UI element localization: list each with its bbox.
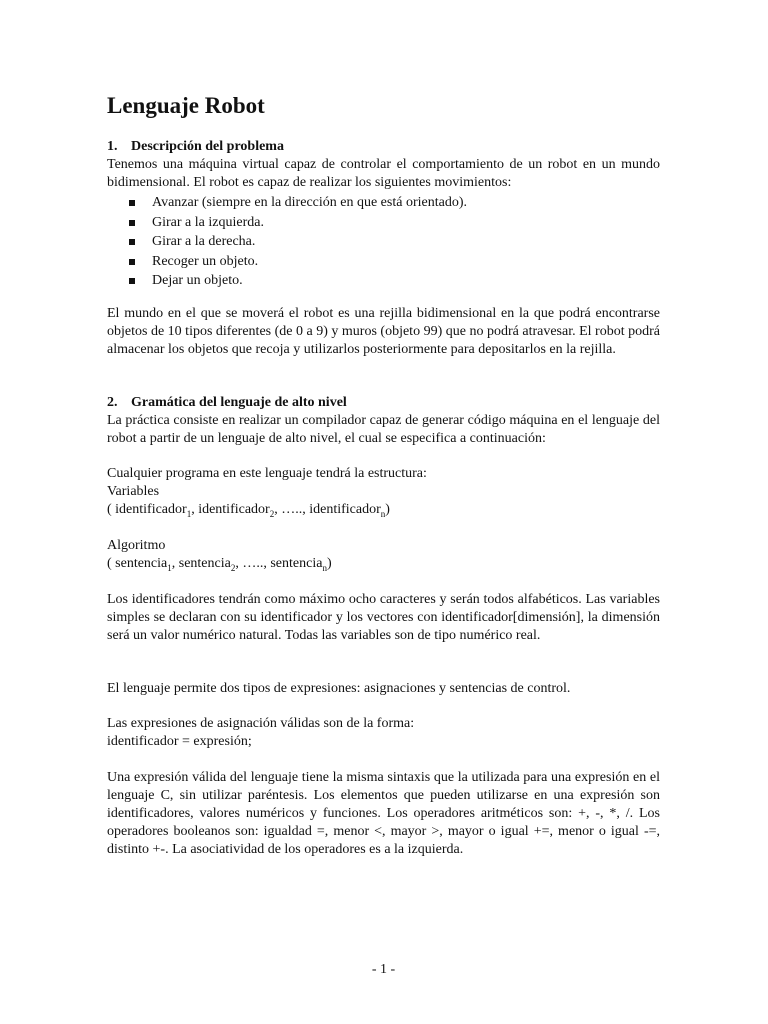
identifiers-paragraph: Los identificadores tendrán como máximo ocho caracteres y serán todos alfabéticos. Las variables simples se declaran con su identificador y los vectores con identificador[dimensión], la dimensión será un valor numérico natural. Todas las variables son de tipo numérico real.	[107, 592, 660, 643]
assignment-block	[107, 715, 660, 751]
list-item: Avanzar (siempre en la dirección en que está orientado).	[107, 193, 660, 213]
list-item: Girar a la derecha.	[107, 232, 660, 252]
bullet-icon	[129, 278, 135, 284]
section-2-title: Gramática del lenguaje de alto nivel	[131, 395, 347, 410]
algoritmo-block	[107, 537, 660, 573]
expression-paragraph: Una expresión válida del lenguaje tiene la misma sintaxis que la utilizada para una expresión en el lenguaje C, sin utilizar paréntesis. Los elementos que pueden utilizarse en una expresión son identificadores, valores numéricos y funciones. Los operadores aritméticos son: +, -, *, /. Los operadores booleanos son: igualdad =, menor <, mayor >, mayor o igual +=, menor o igual -=, distinto +-. La asociatividad de los operadores es a la izquierda.	[107, 770, 660, 857]
bullet-icon	[129, 239, 135, 245]
section-1-world-paragraph-block	[107, 305, 660, 359]
algoritmo-label: Algoritmo	[107, 538, 166, 553]
document-title: Lenguaje Robot	[107, 93, 265, 118]
expression-types-block	[107, 680, 660, 698]
page-number: - 1 -	[371, 962, 396, 977]
algoritmo-declaration: ( sentencia$_1$, sentencia$_2$, ….., sentencia$_n$)	[107, 556, 332, 573]
expression-block	[107, 769, 660, 859]
variables-label: Variables	[107, 484, 160, 499]
section-2-number: 2.	[107, 395, 118, 410]
section-2	[107, 394, 660, 448]
movements-list	[107, 193, 660, 291]
section-1-heading	[107, 138, 660, 156]
bullet-icon	[129, 259, 135, 265]
assignment-form: identificador = expresión;	[107, 734, 252, 749]
variables-declaration: ( identificador$_1$, identificador$_2$, ….., identificador$_n$)	[107, 502, 390, 519]
expression-types: El lenguaje permite dos tipos de expresiones: asignaciones y sentencias de control.	[107, 681, 571, 696]
world-paragraph: El mundo en el que se moverá el robot es una rejilla bidimensional en la que podrá encontrarse objetos de 10 tipos diferentes (de 0 a 9) y muros (objeto 99) que no podrá atravesar. El robot podrá almacenar los objetos que recoja y utilizarlos posteriormente para depositarlos en la rejilla.	[107, 306, 660, 357]
list-item: Recoger un objeto.	[107, 252, 660, 272]
section-1-number: 1.	[107, 139, 118, 154]
bullet-icon	[129, 200, 135, 206]
section-2-intro: La práctica consiste en realizar un compilador capaz de generar código máquina en el lenguaje del robot a partir de un lenguaje de alto nivel, el cual se especifica a continuación:	[107, 413, 660, 446]
section-1-title: Descripción del problema	[131, 139, 284, 154]
identifiers-block	[107, 591, 660, 645]
assignment-intro: Las expresiones de asignación válidas son de la forma:	[107, 716, 415, 731]
list-item: Girar a la izquierda.	[107, 213, 660, 233]
section-1	[107, 138, 660, 291]
structure-block	[107, 465, 660, 519]
structure-intro: Cualquier programa en este lenguaje tendrá la estructura:	[107, 466, 427, 481]
bullet-icon	[129, 220, 135, 226]
list-item: Dejar un objeto.	[107, 271, 660, 291]
section-1-intro: Tenemos una máquina virtual capaz de controlar el comportamiento de un robot en un mundo bidimensional. El robot es capaz de realizar los siguientes movimientos:	[107, 157, 660, 190]
section-2-heading	[107, 394, 660, 412]
